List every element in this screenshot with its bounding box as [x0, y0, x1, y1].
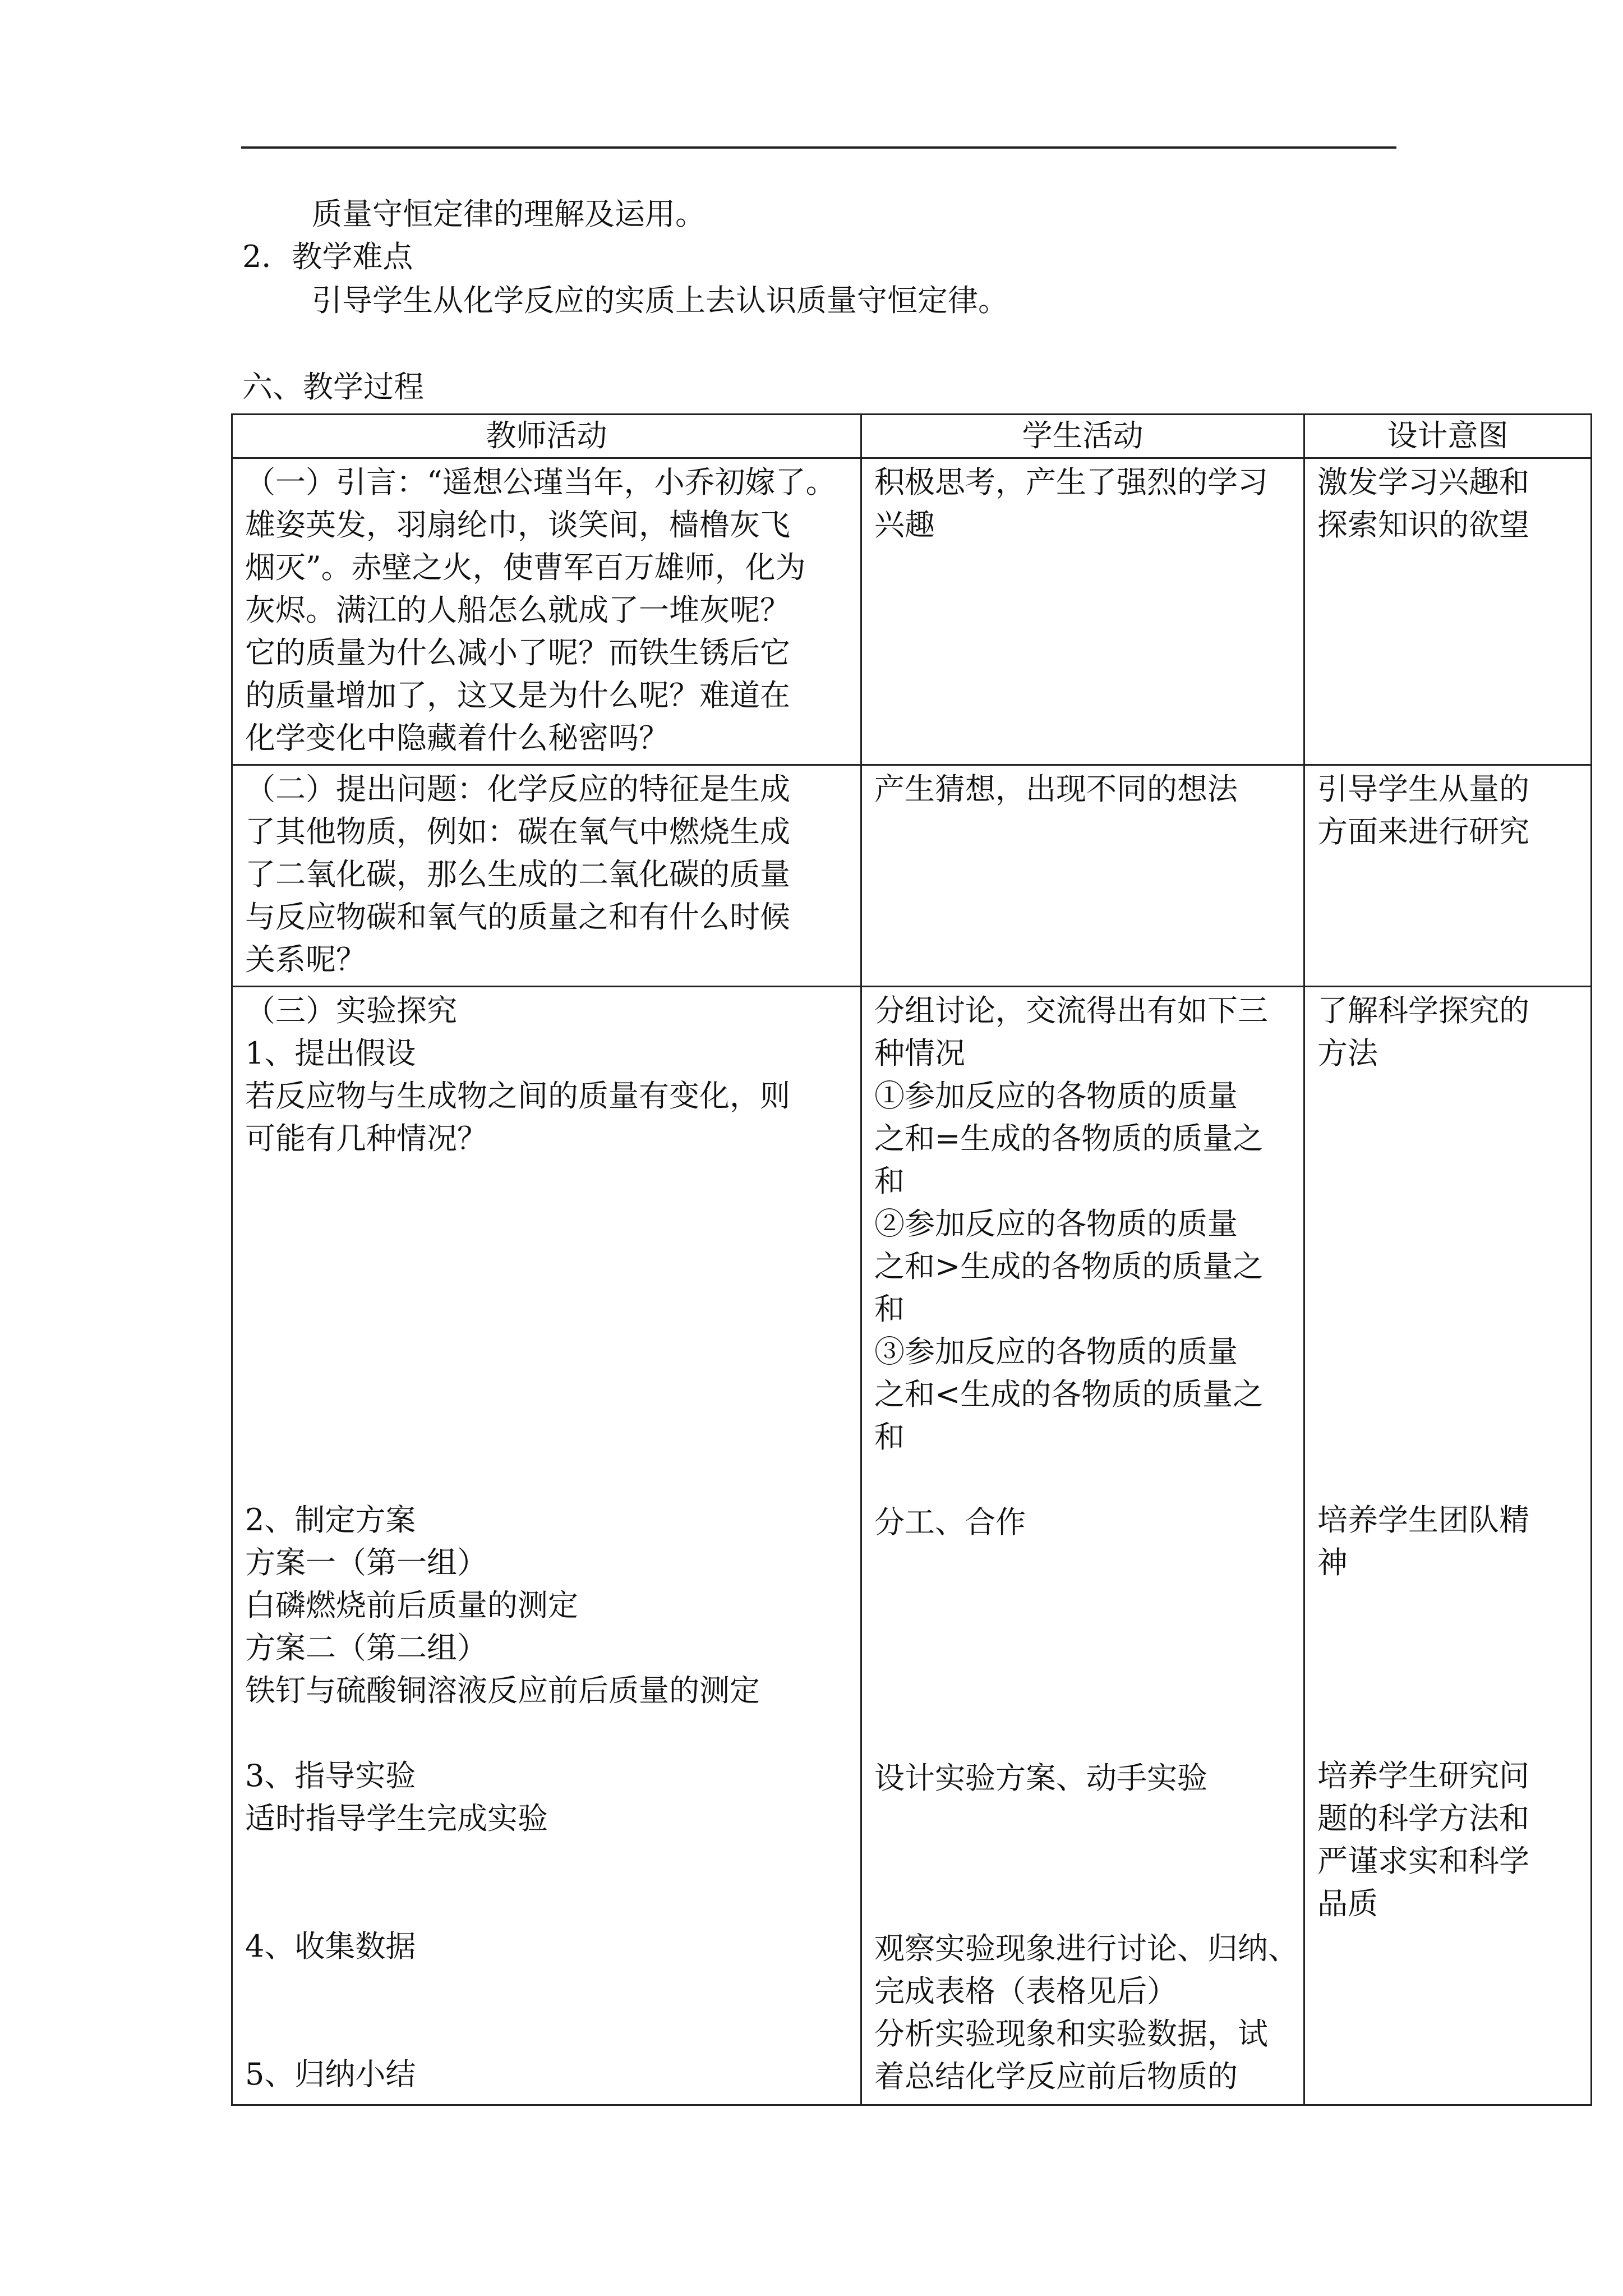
cell-line: 可能有几种情况？	[245, 1121, 487, 1156]
spacer	[874, 1800, 1294, 1927]
cell-line: 探索知识的欲望	[1317, 507, 1529, 542]
cell-line: 灰烬。满江的人船怎么就成了一堆灰呢？	[245, 592, 790, 628]
intent-cell	[1304, 987, 1592, 2105]
student-cell	[861, 987, 1304, 2105]
cell-line: 与反应物碳和氧气的质量之和有什么时候	[245, 899, 790, 935]
table-row	[232, 987, 1592, 2105]
cell-line: 5、归纳小结	[245, 2056, 416, 2092]
spacer	[245, 1968, 851, 2053]
cell-line: 之和>生成的各物质的质量之	[874, 1249, 1264, 1284]
cell-line: 产生猜想，出现不同的想法	[874, 771, 1238, 807]
teacher-cell	[232, 458, 861, 765]
cell-line: ①参加反应的各物质的质量	[874, 1078, 1238, 1114]
spacer	[245, 1160, 851, 1499]
cell-line: 4、收集数据	[245, 1929, 416, 1964]
cell-line: 2、制定方案	[245, 1502, 416, 1538]
cell-line: 完成表格（表格见后）	[874, 1973, 1177, 2009]
cell-line: ②参加反应的各物质的质量	[874, 1206, 1238, 1241]
cell-line: ③参加反应的各物质的质量	[874, 1334, 1238, 1369]
spacer	[874, 1458, 1294, 1501]
cell-line: 烟灭”。赤壁之火，使曹军百万雄师，化为	[245, 550, 806, 585]
header-student: 学生活动	[861, 415, 1304, 458]
section-title: 六、教学过程	[242, 369, 424, 404]
cell-line: 和	[874, 1291, 905, 1327]
intent-cell	[1304, 765, 1592, 987]
cell-line: 之和=生成的各物质的质量之	[874, 1121, 1264, 1156]
cell-line: 若反应物与生成物之间的质量有变化，则	[245, 1078, 790, 1114]
cell-line: 分析实验现象和实验数据，试	[874, 2016, 1268, 2051]
cell-line: 和	[874, 1163, 905, 1199]
cell-line: 兴趣	[874, 507, 935, 542]
cell-line: （三）实验探究	[245, 993, 457, 1028]
header-teacher: 教师活动	[232, 415, 861, 458]
cell-line: 白磷燃烧前后质量的测定	[245, 1588, 578, 1623]
cell-line: 培养学生团队精	[1317, 1502, 1529, 1538]
cell-line: 激发学习兴趣和	[1317, 464, 1529, 500]
cell-line: 种情况	[874, 1036, 965, 1071]
student-cell	[861, 458, 1304, 765]
cell-line: （二）提出问题：化学反应的特征是生成	[245, 771, 790, 807]
table-row	[232, 458, 1592, 765]
cell-line: 雄姿英发，羽扇纶巾，谈笑间，樯橹灰飞	[245, 507, 790, 542]
teacher-cell	[232, 765, 861, 987]
header-rule	[241, 146, 1396, 149]
cell-line: 设计实验方案、动手实验	[874, 1760, 1207, 1796]
cell-line: 它的质量为什么减小了呢？而铁生锈后它	[245, 635, 790, 670]
cell-line: 铁钉与硫酸铜溶液反应前后质量的测定	[245, 1673, 760, 1708]
student-cell	[861, 765, 1304, 987]
cell-line: 方面来进行研究	[1317, 814, 1529, 849]
cell-line: 培养学生研究问	[1317, 1758, 1529, 1793]
key-point-text: 质量守恒定律的理解及运用。	[312, 196, 706, 232]
teacher-cell	[232, 987, 861, 2105]
cell-line: 适时指导学生完成实验	[245, 1801, 548, 1836]
cell-line: 着总结化学反应前后物质的	[874, 2059, 1238, 2094]
cell-line: 3、指导实验	[245, 1758, 416, 1793]
cell-line: 严谨求实和科学	[1317, 1843, 1529, 1879]
cell-line: 了解科学探究的	[1317, 993, 1529, 1028]
cell-line: 和	[874, 1419, 905, 1455]
cell-line: 方法	[1317, 1036, 1378, 1071]
cell-line: 神	[1317, 1545, 1348, 1580]
cell-line: 题的科学方法和	[1317, 1801, 1529, 1836]
cell-line: 积极思考，产生了强烈的学习	[874, 464, 1268, 500]
spacer	[1317, 1075, 1581, 1499]
cell-line: 引导学生从量的	[1317, 771, 1529, 807]
cell-line: 关系呢？	[245, 942, 366, 977]
spacer	[245, 1712, 851, 1755]
cell-line: 分组讨论，交流得出有如下三	[874, 993, 1268, 1028]
difficulty-heading: 2．教学难点	[242, 239, 413, 274]
cell-line: 了二氧化碳，那么生成的二氧化碳的质量	[245, 857, 790, 892]
cell-line: 方案二（第二组）	[245, 1630, 487, 1665]
spacer	[245, 1840, 851, 1925]
cell-line: 1、提出假设	[245, 1036, 416, 1071]
table-header-row	[232, 415, 1592, 458]
cell-line: 的质量增加了，这又是为什么呢？难道在	[245, 678, 790, 713]
header-intent: 设计意图	[1304, 415, 1592, 458]
spacer	[1317, 1584, 1581, 1755]
cell-line: 化学变化中隐藏着什么秘密吗？	[245, 720, 669, 756]
intent-cell	[1304, 458, 1592, 765]
cell-line: 分工、合作	[874, 1504, 1026, 1540]
cell-line: 观察实验现象进行讨论、归纳、	[874, 1931, 1298, 1966]
teaching-process-table	[231, 413, 1592, 2106]
cell-line: （一）引言：“遥想公瑾当年，小乔初嫁了。	[245, 464, 836, 500]
table-row	[232, 765, 1592, 987]
difficulty-text: 引导学生从化学反应的实质上去认识质量守恒定律。	[312, 283, 1008, 318]
cell-line: 了其他物质，例如：碳在氧气中燃烧生成	[245, 814, 790, 849]
cell-line: 之和<生成的各物质的质量之	[874, 1377, 1264, 1412]
spacer	[874, 1544, 1294, 1757]
cell-line: 品质	[1317, 1886, 1378, 1921]
cell-line: 方案一（第一组）	[245, 1545, 487, 1580]
